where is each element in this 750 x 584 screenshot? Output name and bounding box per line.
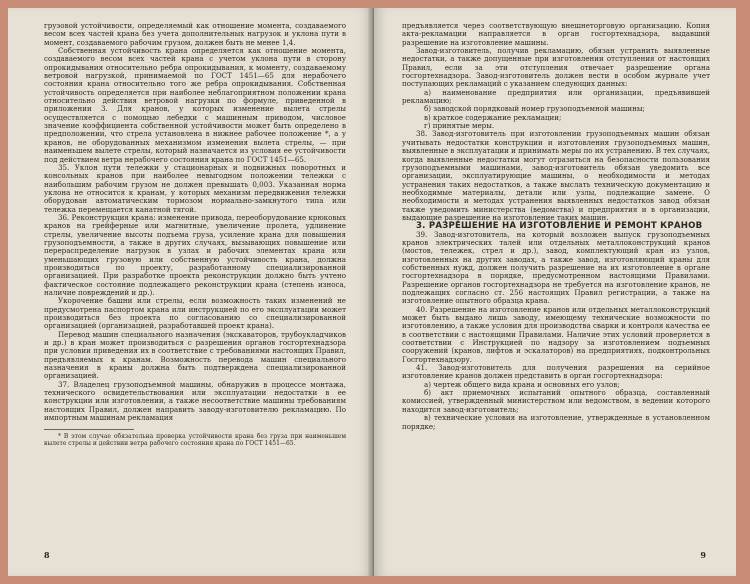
list-item: г) принятые меры.: [424, 121, 495, 131]
list-item: а) чертеж общего вида крана и основных его узлов;: [424, 379, 620, 389]
list-item: а) наименование предприятия или организации, предъявившей рекламацию;: [402, 87, 710, 106]
paragraph: Укорочение башни или стрелы, если возможность таких изменений не предусмотрена паспортом крана или инструкцией по его эксплуатации может производиться без проекта по согласованию со специализированной организацией (организацией, разработавшей проект крана).: [44, 296, 346, 331]
paragraph: 36. Реконструкция крана: изменение привода, переоборудование крюковых кранов на грейферные или магнитные, увеличение пролета, удлинение стрелы, увеличение высоты подъема груза, усиление крана для повышения грузоподъемности, а также в других случаях, вызывающих повышение или перераспределение нагрузок в узлах и рабочих элементах крана или уменьшающих грузовую или собственную устойчивость крана, должна производиться по проекту, разработанному специализированной организацией. При разработке проекта реконструкции должно быть учтено фактическое состояние подлежащего реконструкции крана (степень износа, наличие повреждений и др.).: [44, 212, 346, 297]
paragraph: 40. Разрешение на изготовление кранов или отдельных металлоконструкций может быть выдано лишь заводу, имеющему технические возможности по изготовлению, а также условия для производства сварки и контроля качества ее в соответствии с настоящими Правилами. Наличие этих условий проверяется в соответствии с Инструкцией по надзору за изготовлением подъемных сооружений (кранов, лифтов и эскалаторов) на предприятиях, подконтрольных Госгортехнадзору.: [402, 304, 710, 364]
paragraph: грузовой устойчивости, определяемый как отношение момента, создаваемого весом всех частей крана без учета дополнительных нагрузок и уклона пути в момент, создаваемого рабочим грузом, должен быть не менее 1,4.: [44, 21, 346, 47]
footnote: * В этом случае обязательна проверка устойчивости крана без груза при наименьшем вылете стрелы и действии ветра рабочего состояния крана по ГОСТ 1451—65.: [44, 432, 346, 447]
list-item: в) технические условия на изготовление, утвержденные в установленном порядке;: [402, 413, 710, 431]
paragraph: 41. Завод-изготовитель для получения разрешения на серийное изготовление кранов должен представить в орган госгортехнадзора:: [402, 363, 710, 381]
paragraph: предъявляется через соответствующую внешнеторговую организацию. Копия акта-рекламации направляется в орган госгортехнадзора, выдавший разрешение на изготовление машины.: [402, 21, 710, 47]
paragraph: 37. Владелец грузоподъемной машины, обнаружив в процессе монтажа, технического освидетельствования или эксплуатации недостатки в ее конструкции или изготовлении, а также несоответствие машины требованиям настоящих Правил, должен направить заводу-изготовителю рекламацию. По импортным машинам рекламация: [44, 379, 346, 423]
right-text-column: [402, 22, 710, 431]
list-item: б) акт приемочных испытаний опытного образца, составленный комиссией, утвержденный министерством или ведомством, в ведении которого находится завод-изготовитель;: [402, 388, 710, 414]
left-text-column: [44, 22, 346, 447]
paragraph: Собственная устойчивость крана определяется как отношение момента, создаваемого весом всех частей крана с учетом уклона пути в сторону опрокидывания относительно ребра опрокидывания, к моменту, создаваемому ветровой нагрузкой, принимаемой по ГОСТ 1451—65 для нерабочего состояния крана относительно того же ребра опрокидывания. Собственная устойчивость определяется при наиболее неблагоприятном положении крана относительно действия ветровой нагрузки по формуле, приведенной в приложении 3. Для кранов, у которых изменение вылета стрелы осуществляется с помощью лебедки с машинным приводом, числовое значение коэффициента собственной устойчивости может быть определено в предположении, что стрела установлена в нижнее рабочее положение *, а у кранов, не оборудованных механизмом изменения вылета стрелы, — при наименьшем вылете стрелы, который назначается из условия ее устойчивости под действием ветра нерабочего состояния крана по ГОСТ 1451—65.: [44, 46, 346, 164]
paragraph: Завод-изготовитель, получив рекламацию, обязан устранить выявленные недостатки, а также допущенные при изготовлении отступления от настоящих Правил, если за эти отступления отвечает разрешение органа госгортехнадзора. Завод-изготовитель должен вести в особом журнале учет поступающих рекламаций с указанием следующих данных:: [402, 46, 710, 89]
page-number: 9: [700, 550, 706, 560]
paragraph: 38. Завод-изготовитель при изготовлении грузоподъемных машин обязан учитывать недостатки конструкции и изготовления грузоподъемных машин, выявленные в эксплуатации и принимать меры по их устранению. В тех случаях, когда выявленные недостатки могут отразиться на безопасности пользования грузоподъемными машинами, завод-изготовитель обязан уведомить все организации, эксплуатирующие машины, о необходимости и методах устранения таких недостатков, а также выслать техническую документацию и необходимые материалы, детали или узлы, подлежащие замене. О необходимости и методах устранения выявленных недостатков завод обязан также уведомить министерства (ведомства) и предприятия и в организации, выдающие разрешение на изготовление таких машин.: [402, 129, 710, 222]
right-page: [374, 8, 736, 576]
paragraph: 39. Завод-изготовитель, на который возложен выпуск грузоподъемных кранов электрических талей или отдельных металлоконструкций кранов (мостов, тележек, стрел и др.), завод, комплектующий кран из узлов, изготовленных на других заводах, а также завод, изготовляющий краны для собственных нужд, должен получить разрешение на их изготовление в органе госгортехнадзора в порядке, предусмотренном настоящими Правилами. Разрешение органов госгортехнадзора не требуется на изготовление кранов, не подлежащих согласно ст. 256 настоящих Правил регистрации, а также на изготовление опытного образца крана.: [402, 229, 710, 306]
footnote-divider: [44, 429, 134, 430]
page-number: 8: [44, 550, 50, 560]
list-item: б) заводской порядковый номер грузоподъемной машины;: [424, 104, 645, 114]
section-heading: 3. РАЗРЕШЕНИЕ НА ИЗГОТОВЛЕНИЕ И РЕМОНТ КРАНОВ: [416, 221, 703, 232]
list-item: в) краткое содержание рекламации;: [424, 112, 562, 122]
paragraph: Перевод машин специального назначения (экскаваторов, трубоукладчиков и др.) в кран может производиться с разрешения органов госгортехнадзора при условии приведения их в соответствие с требованиями настоящих Правил, предъявляемых к кранам. Возможность перевода машин специального назначения в краны должна быть подтверждена специализированной организацией.: [44, 329, 346, 381]
paragraph: 35. Уклон пути тележки у стационарных и подвижных поворотных и консольных кранов при наиболее невыгодном положении тележки с наибольшим рабочим грузом не должен превышать 0,003. Указанная норма уклона не относится к кранам, у которых механизм передвижения тележки оборудован автоматическим тормозом нормально-замкнутого типа или тележка перемещается канатной тягой.: [44, 162, 346, 214]
left-page: [8, 8, 373, 576]
